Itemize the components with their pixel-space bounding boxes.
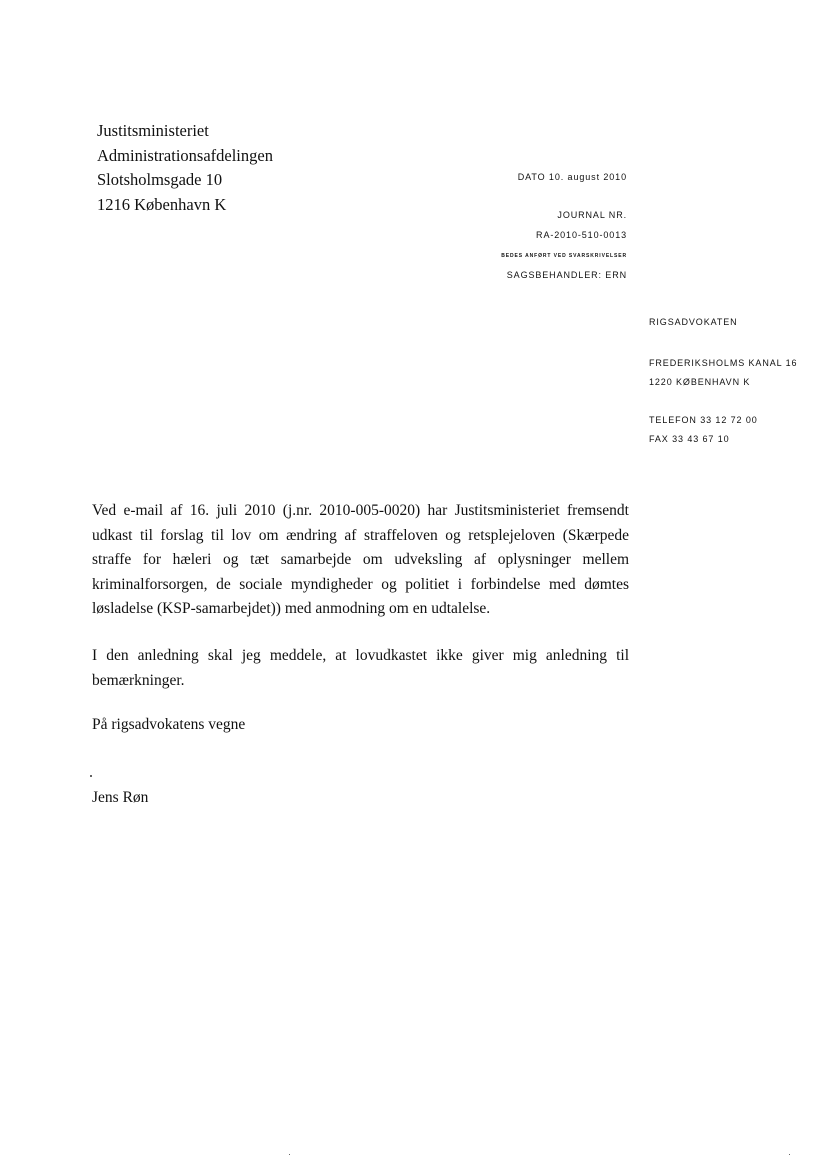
- signoff: På rigsadvokatens vegne: [92, 716, 246, 733]
- signature: Jens Røn: [92, 789, 149, 806]
- journal-note: BEDES ANFØRT VED SVARSKRIVELSER: [501, 253, 627, 259]
- journal-label: JOURNAL NR.: [557, 210, 627, 220]
- journal-number: RA-2010-510-0013: [536, 230, 627, 240]
- recipient-line-1: Justitsministeriet: [97, 121, 209, 140]
- signature-mark: [90, 775, 92, 777]
- date: DATO 10. august 2010: [517, 172, 627, 182]
- sender-fax: FAX 33 43 67 10: [649, 434, 730, 444]
- recipient-line-4: 1216 København K: [97, 194, 227, 214]
- body-paragraph-1: Ved e-mail af 16. juli 2010 (j.nr. 2010-005-0020) har Justitsministeriet fremsendt udkast til forslag til lov om ændring af straffeloven og retsplejeloven (Skærpede straffe for hæleri og tæt samarbejde om udveksling af oplysninger mellem kriminalforsorgen, de sociale myndigheder og politiet i forbindelse med dømtes løsladelse (KSP-samarbejdet)) med anmodning om en udtalelse.: [92, 502, 629, 617]
- recipient-line-3: Slotsholmsgade 10: [97, 170, 223, 189]
- sender-city: 1220 KØBENHAVN K: [649, 377, 751, 387]
- case-officer: SAGSBEHANDLER: ERN: [506, 270, 627, 280]
- sender-name: RIGSADVOKATEN: [649, 317, 738, 327]
- body-paragraph-2: I den anledning skal jeg meddele, at lovudkastet ikke giver mig anledning til bemærkninger.: [92, 647, 629, 689]
- sender-phone: TELEFON 33 12 72 00: [649, 415, 758, 425]
- recipient-line-2: Administrationsafdelingen: [97, 145, 273, 165]
- recipient-address: [97, 119, 273, 217]
- scan-speck-right: [789, 1154, 790, 1155]
- scan-speck-left: [289, 1154, 290, 1155]
- sender-street: FREDERIKSHOLMS KANAL 16: [649, 358, 798, 368]
